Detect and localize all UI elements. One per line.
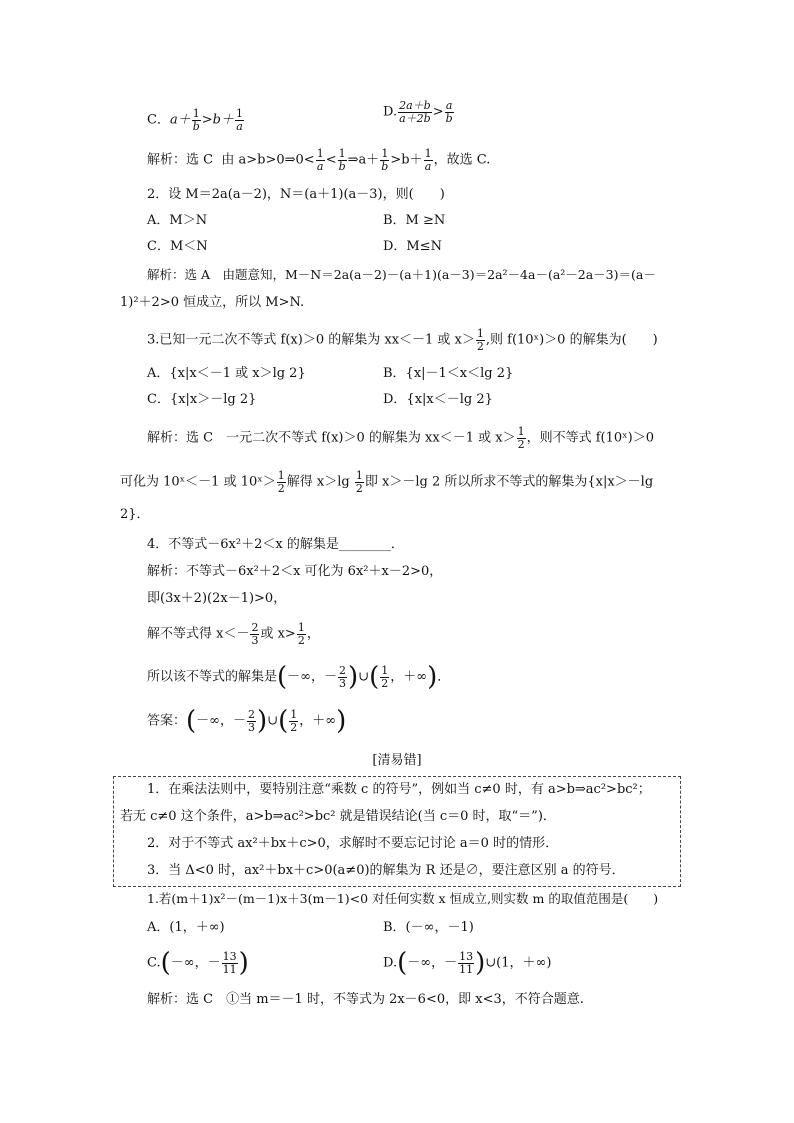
q3-option-c: C．{x|x＞－lg 2}	[147, 392, 257, 407]
q4-analysis-line3: 解不等式得 x＜－ $\frac{2}{3}$ 或 x> $\frac{1}{2}$ ，	[147, 621, 320, 647]
mistake-item-2: 2．对于不等式 ax²＋bx＋c>0，求解时不要忘记讨论 a＝0 时的情形．	[147, 836, 559, 851]
q5-analysis: 解析：选 C ①当 m＝－1 时，不等式为 2x－6<0，即 x<3，不符合题意.	[147, 992, 584, 1007]
q2-option-c: C．M＜N	[147, 239, 208, 254]
q1-option-d: D. $\frac{2a+b}{a+2b}$ > $\frac{a}{b}$	[383, 99, 453, 125]
q2-stem: 2．设 M＝2a(a－2)，N＝(a＋1)(a－3)，则( )	[147, 187, 445, 202]
mistake-item-1-line1: 1．在乘法法则中，要特别注意“乘数 c 的符号”，例如当 c≠0 时，有 a>b⇒ac²>bc²；	[147, 782, 651, 797]
fraction: $\frac{2}{3}$	[248, 707, 256, 734]
q5-stem: 1.若(m＋1)x²－(m－1)x＋3(m－1)<0 对任何实数 x 恒成立,则实数 m 的取值范围是( )	[147, 891, 659, 906]
q5-option-b: B．(－∞，－1)	[383, 920, 474, 935]
fraction: $\frac{1}{a}$	[424, 147, 432, 173]
fraction: $\frac{1}{2}$	[381, 663, 389, 690]
fraction: $\frac{2a+b}{a+2b}$	[399, 99, 431, 125]
fraction: $\frac{1}{2}$	[290, 707, 298, 734]
fraction: $\frac{1}{b}$	[381, 147, 389, 173]
fraction: $\frac{1}{2}$	[277, 469, 285, 495]
q4-analysis-line2: 即(3x＋2)(2x－1)>0，	[147, 591, 287, 606]
q2-option-a: A．M＞N	[147, 213, 208, 228]
q3-analysis-line2: 可化为 10ˣ＜－1 或 10ˣ＞ $\frac{1}{2}$ 解得 x＞lg $\frac{1}{2}$ 即 x＞－lg 2 所以所求不等式的解集为{x|x＞－lg	[120, 469, 654, 495]
q3-option-d: D．{x|x＜－lg 2}	[383, 392, 493, 407]
fraction: $\frac{1}{a}$	[316, 147, 324, 173]
q2-option-d: D．M≤N	[383, 239, 443, 254]
q4-stem: 4．不等式－6x²＋2＜x 的解集是________．	[147, 537, 404, 552]
fraction: $\frac{1}{2}$	[297, 621, 305, 647]
mistake-item-1-line2: 若无 c≠0 这个条件，a>b⇒ac²>bc² 就是错误结论(当 c＝0 时，取“＝”)．	[120, 809, 556, 824]
q5-option-d: D.(－∞，－ $\frac{13}{11}$ )∪(1，＋∞)	[383, 948, 552, 978]
q3-option-b: B．{x|－1＜x＜lg 2}	[383, 366, 514, 381]
fraction: $\frac{1}{b}$	[338, 147, 346, 173]
q3-analysis-line3: 2}．	[120, 507, 150, 522]
q5-option-c: C.(－∞，－ $\frac{13}{11}$ )	[147, 948, 249, 978]
q2-option-b: B．M ≥N	[383, 213, 446, 228]
q4-answer: 答案：(－∞，－ $\frac{2}{3}$ )∪( $\frac{1}{2}$ ，＋∞)	[147, 706, 347, 736]
q5-option-a: A．(1，＋∞)	[147, 920, 225, 935]
fraction: $\frac{1}{a}$	[235, 107, 243, 133]
q1-analysis: 解析：选 C 由 a>b>0⇒0< $\frac{1}{a}$ < $\frac{1}{b}$ ⇒a＋ $\frac{1}{b}$ >b＋ $\frac{1}{a}$ ，故选 C.	[147, 147, 491, 173]
fraction: $\frac{2}{3}$	[339, 663, 347, 690]
fraction: $\frac{13}{11}$	[459, 949, 474, 976]
fraction: $\frac{1}{2}$	[476, 327, 484, 353]
fraction: $\frac{1}{2}$	[355, 469, 363, 495]
q3-option-a: A．{x|x＜－1 或 x＞lg 2}	[147, 366, 306, 381]
fraction: $\frac{2}{3}$	[251, 621, 259, 647]
fraction: $\frac{a}{b}$	[445, 99, 453, 125]
q4-solution-set: 所以该不等式的解集是(－∞，－ $\frac{2}{3}$ )∪( $\frac{1}{2}$ ，＋∞)．	[147, 662, 451, 692]
q3-stem: 3.已知一元二次不等式 f(x)＞0 的解集为 xx＜－1 或 x＞ $\frac{1}{2}$ ,则 f(10ˣ)＞0 的解集为( )	[147, 327, 658, 353]
q4-analysis-line1: 解析：不等式－6x²＋2＜x 可化为 6x²＋x－2>0，	[147, 564, 443, 579]
q3-analysis-line1: 解析：选 C 一元二次不等式 f(x)＞0 的解集为 xx＜－1 或 x＞ $\frac{1}{2}$ ，则不等式 f(10ˣ)＞0	[147, 425, 654, 451]
fraction: $\frac{1}{b}$	[192, 107, 200, 133]
fraction: $\frac{13}{11}$	[222, 949, 237, 976]
q1-option-c: C．a＋ $\frac{1}{b}$ >b＋ $\frac{1}{a}$	[147, 107, 243, 133]
mistake-item-3: 3．当 Δ<0 时，ax²＋bx＋c>0(a≠0)的解集为 R 还是∅，要注意区别 a 的符号．	[147, 863, 625, 878]
section-heading: [清易错]	[372, 753, 422, 768]
q2-analysis-line2: 1)²＋2>0 恒成立，所以 M>N.	[120, 295, 305, 310]
fraction: $\frac{1}{2}$	[517, 425, 525, 451]
q2-analysis-line1: 解析：选 A 由题意知，M－N＝2a(a－2)－(a＋1)(a－3)＝2a²－4a－(a²－2a－3)＝(a－	[147, 267, 656, 282]
